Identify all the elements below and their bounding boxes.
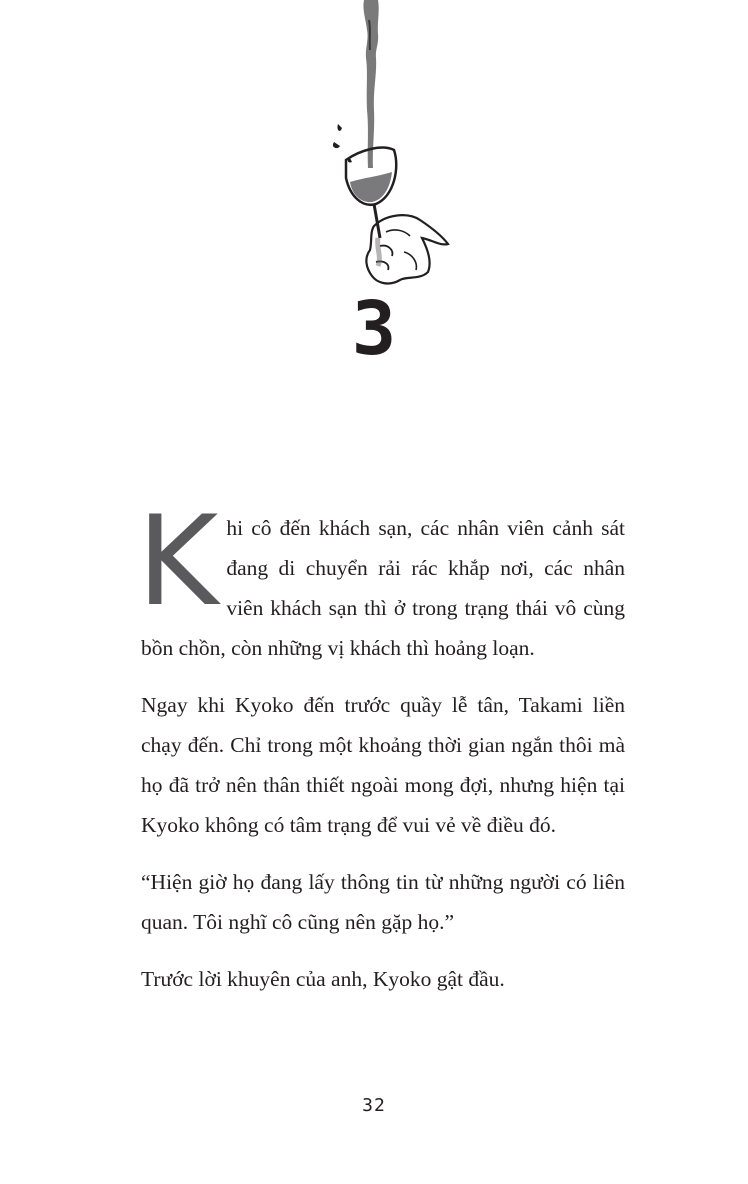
pour-stream [363, 0, 378, 168]
page-number: 32 [362, 1095, 386, 1116]
chapter-body [137, 490, 625, 1016]
splash-drop [337, 124, 342, 131]
paragraph-3: “Hiện giờ họ đang lấy thông tin từ những người có liên quan. Tôi nghĩ cô cũng nên gặp họ.” [141, 870, 625, 934]
paragraph-1 [137, 490, 625, 668]
chapter-number: 3 [351, 286, 397, 372]
wine-pour-hand-illustration [320, 0, 460, 300]
paragraph-4: Trước lời khuyên của anh, Kyoko gật đầu. [141, 967, 505, 991]
paragraph-2: Ngay khi Kyoko đến trước quầy lễ tân, Takami liền chạy đến. Chỉ trong một khoảng thời gian ngắn thôi mà họ đã trở nên thân thiết ngoài mong đợi, nhưng hiện tại Kyoko không có tâm trạng để vui vẻ về điều đó. [141, 693, 625, 837]
paragraph-1-text: hi cô đến khách sạn, các nhân viên cảnh sát đang di chuyển rải rác khắp nơi, các nhân viên khách sạn thì ở trong trạng thái vô cùng bồn chồn, còn những vị khách thì hoảng loạn. [141, 516, 625, 660]
drop-cap: K [137, 490, 219, 634]
